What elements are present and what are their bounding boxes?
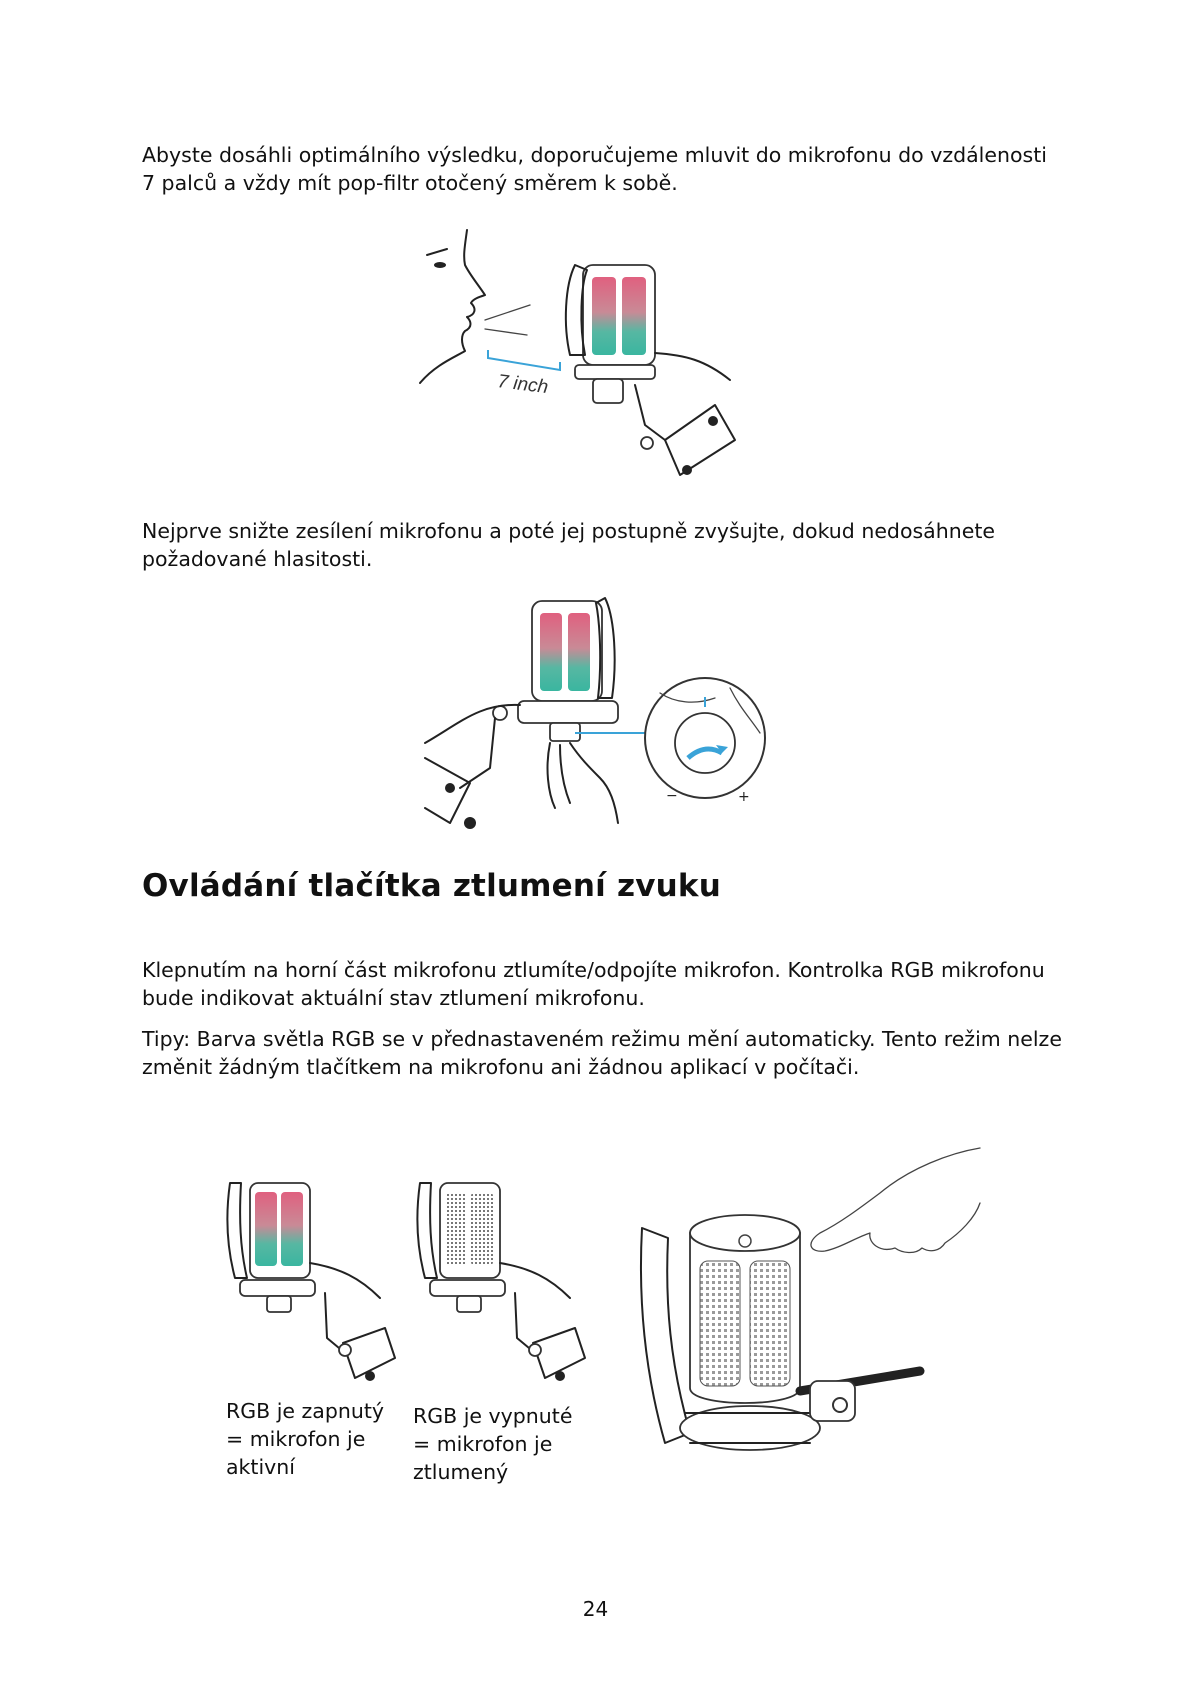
figure-speaking-distance: [415, 225, 760, 495]
figure-gain-knob: [420, 593, 780, 838]
figure-tap-mute: [640, 1143, 985, 1483]
paragraph-gain: Nejprve snižte zesílení mikrofonu a poté jej postupně zvyšujte, dokud nedosáhnete požadované hlasitosti.: [142, 519, 995, 571]
caption-rgb-on: RGB je zapnutý = mikrofon je aktivní: [226, 1399, 385, 1479]
paragraph-distance: Abyste dosáhli optimálního výsledku, doporučujeme mluvit do mikrofonu do vzdálenosti 7 palců a vždy mít pop-filtr otočený směrem k sobě.: [142, 143, 1047, 195]
section-heading: Ovládání tlačítka ztlumení zvuku: [142, 868, 721, 904]
caption-rgb-off: RGB je vypnuté = mikrofon je ztlumený: [413, 1404, 573, 1484]
figure-rgb-on: [225, 1178, 400, 1388]
knob-plus-label: +: [738, 789, 750, 805]
knob-minus-label: −: [666, 788, 678, 804]
figure-rgb-off: [415, 1178, 590, 1388]
page-number: 24: [582, 1597, 609, 1621]
distance-label: 7 inch: [496, 371, 550, 399]
paragraph-tips: Tipy: Barva světla RGB se v přednastaveném režimu mění automaticky. Tento režim nelze změnit žádným tlačítkem na mikrofonu ani žádnou aplikací v počítači.: [142, 1027, 1062, 1079]
paragraph-mute: Klepnutím na horní část mikrofonu ztlumíte/odpojíte mikrofon. Kontrolka RGB mikrofonu bude indikovat aktuální stav ztlumení mikrofonu.: [142, 958, 1045, 1010]
